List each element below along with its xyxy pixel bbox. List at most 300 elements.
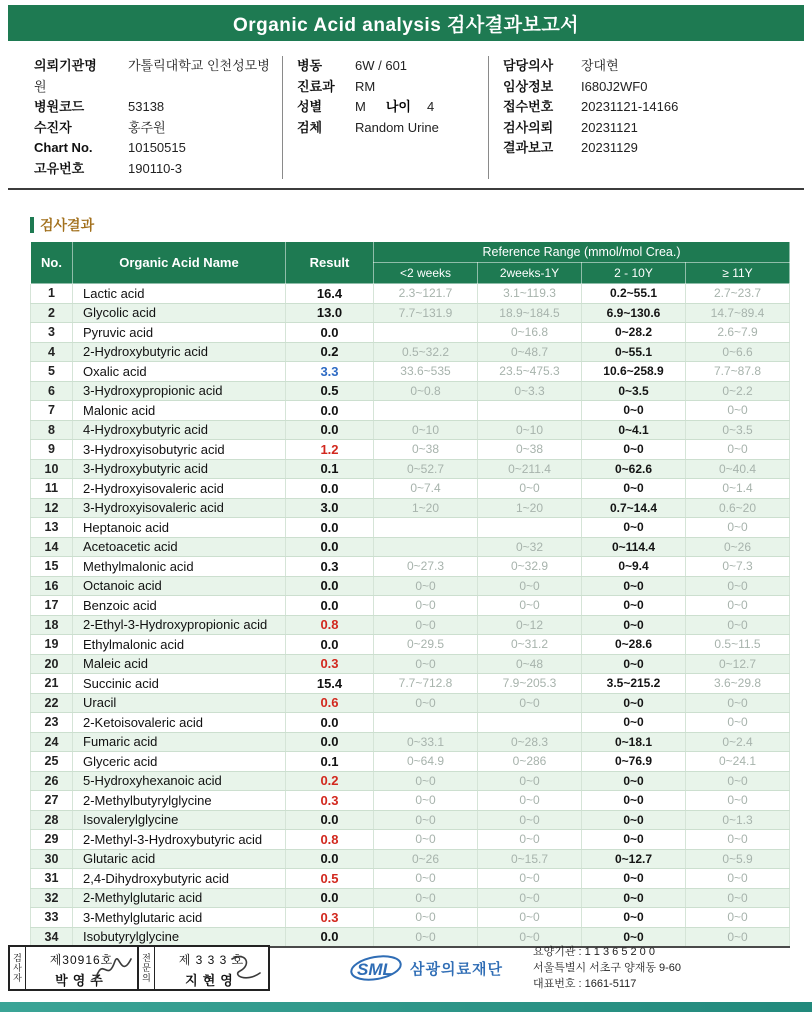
result-value: 0.0 [286,537,374,557]
patient-info-section [8,50,804,190]
ref-over-11y: 0~26 [686,537,790,557]
ref-under-2w: 0~0 [374,693,478,713]
row-number: 26 [31,771,73,791]
acid-name: Lactic acid [73,284,286,304]
info-field-value: 홍주원 [128,119,166,135]
ref-2-10y: 0~18.1 [582,732,686,752]
row-number: 19 [31,635,73,655]
acid-name: 5-Hydroxyhexanoic acid [73,771,286,791]
row-number: 14 [31,537,73,557]
ref-under-2w: 0~0 [374,654,478,674]
ref-2-10y: 0~0 [582,908,686,928]
ref-2w-1y: 0~31.2 [478,635,582,655]
row-number: 8 [31,420,73,440]
result-row [31,791,790,811]
acid-name: Acetoacetic acid [73,537,286,557]
ref-under-2w: 0~0 [374,576,478,596]
ref-under-2w: 0~0 [374,908,478,928]
row-number: 31 [31,869,73,889]
ref-under-2w [374,518,478,538]
ref-under-2w: 0~29.5 [374,635,478,655]
info-field-value: 장대현 [581,58,619,73]
result-value: 0.1 [286,752,374,772]
info-field-value: 4 [426,99,435,114]
ref-2w-1y: 0~0 [478,596,582,616]
info-field-value: M [355,99,366,114]
result-value: 1.2 [286,440,374,460]
result-value: 0.0 [286,596,374,616]
result-row [31,323,790,343]
ref-2w-1y: 0~0 [478,693,582,713]
row-number: 6 [31,381,73,401]
ref-2w-1y: 0~0 [478,869,582,889]
ref-2w-1y: 18.9~184.5 [478,303,582,323]
ref-2-10y: 0~0 [582,479,686,499]
acid-name: Ethylmalonic acid [73,635,286,655]
ref-under-2w: 7.7~131.9 [374,303,478,323]
report-title: Organic Acid analysis 검사결과보고서 [232,14,580,36]
specialist-signature-icon [226,949,266,991]
ref-under-2w: 0~0 [374,927,478,947]
result-value: 0.0 [286,323,374,343]
phone-line: 대표번호 : 1661-5117 [532,978,637,990]
ref-2-10y: 6.9~130.6 [582,303,686,323]
col-header-ref-2-10y: 2 - 10Y [582,263,686,284]
ref-2w-1y: 0~211.4 [478,459,582,479]
ref-2w-1y [478,713,582,733]
specialist-cert-no: 제 3 3 3 호 [178,953,245,967]
result-row [31,908,790,928]
ref-under-2w [374,323,478,343]
ref-over-11y: 0~1.3 [686,810,790,830]
result-value: 0.1 [286,459,374,479]
ref-2w-1y: 0~0 [478,908,582,928]
examiner-signature-icon [91,949,135,991]
col-header-ref-over-11y: ≥ 11Y [686,263,790,284]
ref-over-11y: 0~0 [686,888,790,908]
ref-2-10y: 0~0 [582,791,686,811]
result-row [31,284,790,304]
ref-2w-1y [478,401,582,421]
specialist-stamp [139,945,270,991]
info-row [34,56,282,97]
ref-over-11y: 0~0 [686,518,790,538]
ref-over-11y: 0~0 [686,713,790,733]
acid-name: Methylmalonic acid [73,557,286,577]
ref-2-10y: 3.5~215.2 [582,674,686,694]
row-number: 10 [31,459,73,479]
acid-name: Glycolic acid [73,303,286,323]
acid-name: Glyceric acid [73,752,286,772]
ref-2w-1y: 3.1~119.3 [478,284,582,304]
row-number: 17 [31,596,73,616]
ref-under-2w: 0~0 [374,830,478,850]
ref-over-11y: 0~12.7 [686,654,790,674]
info-field-label: 진료과 [297,78,335,94]
ref-2w-1y: 0~32 [478,537,582,557]
ref-2-10y: 0~0 [582,440,686,460]
info-col-right [488,56,804,179]
row-number: 5 [31,362,73,382]
report-footer [8,944,804,992]
result-row [31,849,790,869]
ref-2-10y: 0~4.1 [582,420,686,440]
ref-over-11y: 0~0 [686,615,790,635]
ref-under-2w: 2.3~121.7 [374,284,478,304]
result-value: 0.0 [286,518,374,538]
result-value: 3.3 [286,362,374,382]
col-header-ref-group: Reference Range (mmol/mol Crea.) [374,242,790,263]
ref-2-10y: 0~114.4 [582,537,686,557]
ref-2w-1y: 7.9~205.3 [478,674,582,694]
row-number: 29 [31,830,73,850]
address-line: 서울특별시 서초구 양재동 9-60 [532,962,682,974]
ref-over-11y: 0~24.1 [686,752,790,772]
result-value: 0.5 [286,869,374,889]
result-row [31,362,790,382]
row-number: 12 [31,498,73,518]
result-row [31,771,790,791]
result-value: 0.3 [286,908,374,928]
ref-under-2w: 0~27.3 [374,557,478,577]
info-field-value: 20231121 [581,119,638,135]
acid-name: 2-Ketoisovaleric acid [73,713,286,733]
ref-2-10y: 0~0 [582,713,686,733]
info-field-value: 가톨릭대학교 인천성모병원 [34,58,270,94]
acid-name: Isobutyrylglycine [73,927,286,947]
result-value: 0.2 [286,771,374,791]
row-number: 20 [31,654,73,674]
acid-name: 4-Hydroxybutyric acid [73,420,286,440]
info-field-label: 성별 [297,99,323,114]
info-row [297,118,488,139]
result-value: 0.0 [286,401,374,421]
result-row [31,440,790,460]
result-value: 0.0 [286,732,374,752]
ref-over-11y: 0.6~20 [686,498,790,518]
info-row [34,138,282,159]
col-header-name: Organic Acid Name [73,242,286,284]
ref-2w-1y: 0~0 [478,479,582,499]
result-row [31,498,790,518]
acid-name: Isovalerylglycine [73,810,286,830]
ref-over-11y: 14.7~89.4 [686,303,790,323]
ref-2w-1y [478,518,582,538]
ref-over-11y: 0~0 [686,693,790,713]
ref-2-10y: 0~0 [582,518,686,538]
result-value: 0.8 [286,615,374,635]
ref-over-11y: 0~1.4 [686,479,790,499]
ref-under-2w: 0~0 [374,596,478,616]
result-value: 16.4 [286,284,374,304]
result-row [31,576,790,596]
sml-logo [348,950,503,986]
ref-under-2w: 0~0 [374,869,478,889]
result-value: 0.0 [286,635,374,655]
result-value: 0.0 [286,479,374,499]
ref-2-10y: 0.7~14.4 [582,498,686,518]
result-value: 0.3 [286,654,374,674]
ref-2w-1y: 0~0 [478,888,582,908]
ref-2w-1y: 0~0 [478,791,582,811]
ref-under-2w: 0~64.9 [374,752,478,772]
result-value: 0.3 [286,557,374,577]
result-row [31,420,790,440]
results-table-header [31,242,790,284]
acid-name: Malonic acid [73,401,286,421]
ref-over-11y: 7.7~87.8 [686,362,790,382]
result-value: 3.0 [286,498,374,518]
info-field-label: Chart No. [34,140,93,155]
ref-over-11y: 0~7.3 [686,557,790,577]
ref-under-2w: 7.7~712.8 [374,674,478,694]
ref-2w-1y: 0~0 [478,830,582,850]
acid-name: 3-Hydroxypropionic acid [73,381,286,401]
ref-2-10y: 0~62.6 [582,459,686,479]
info-field-value: 20231121-14166 [581,99,679,114]
info-row [297,97,488,118]
info-row [34,159,282,180]
ref-2-10y: 0~0 [582,810,686,830]
info-field-label: 고유번호 [34,160,85,176]
result-row [31,869,790,889]
acid-name: Uracil [73,693,286,713]
col-header-ref-2w-1y: 2weeks-1Y [478,263,582,284]
acid-name: Oxalic acid [73,362,286,382]
info-field-label: 검체 [297,119,323,135]
ref-2-10y: 0.2~55.1 [582,284,686,304]
stamp-boxes [8,945,270,991]
ref-under-2w: 0~0.8 [374,381,478,401]
ref-2-10y: 0~76.9 [582,752,686,772]
ref-under-2w: 0~0 [374,888,478,908]
row-number: 15 [31,557,73,577]
examiner-name: 박영주 [55,973,108,988]
row-number: 23 [31,713,73,733]
row-number: 30 [31,849,73,869]
ref-2-10y: 0~0 [582,888,686,908]
acid-name: Fumaric acid [73,732,286,752]
ref-2w-1y: 0~16.8 [478,323,582,343]
ref-over-11y: 0~0 [686,908,790,928]
ref-under-2w: 0~0 [374,791,478,811]
result-row [31,752,790,772]
result-row [31,674,790,694]
ref-2-10y: 0~0 [582,615,686,635]
ref-2-10y: 0~28.6 [582,635,686,655]
ref-under-2w: 0~10 [374,420,478,440]
ref-2w-1y: 0~286 [478,752,582,772]
result-row [31,654,790,674]
info-col-middle [282,56,488,179]
acid-name: Heptanoic acid [73,518,286,538]
acid-name: Maleic acid [73,654,286,674]
ref-under-2w: 33.6~535 [374,362,478,382]
ref-under-2w: 0~26 [374,849,478,869]
ref-2w-1y: 0~48 [478,654,582,674]
info-row [503,118,804,139]
info-row [503,138,804,159]
info-field-label: 의뢰기관명 [34,58,97,73]
ref-over-11y: 0~6.6 [686,342,790,362]
result-value: 0.2 [286,342,374,362]
info-field-value: 10150515 [128,140,186,155]
result-row [31,810,790,830]
ref-under-2w [374,401,478,421]
acid-name: 3-Hydroxyisovaleric acid [73,498,286,518]
info-row [503,77,804,98]
ref-under-2w: 0~0 [374,810,478,830]
ref-2-10y: 0~55.1 [582,342,686,362]
ref-under-2w: 0~7.4 [374,479,478,499]
ref-2w-1y: 1~20 [478,498,582,518]
ref-under-2w: 0~33.1 [374,732,478,752]
info-field-label: 나이 [385,99,411,114]
ref-over-11y: 0~0 [686,791,790,811]
result-row [31,693,790,713]
acid-name: 2-Methylglutaric acid [73,888,286,908]
info-row [503,97,804,118]
info-field-value: RM [355,78,376,94]
examiner-cert-no: 제30916호 [49,953,114,967]
row-number: 32 [31,888,73,908]
report-title-bar [8,5,804,41]
result-row [31,732,790,752]
result-row [31,888,790,908]
acid-name: Glutaric acid [73,849,286,869]
acid-name: 2-Hydroxybutyric acid [73,342,286,362]
row-number: 18 [31,615,73,635]
col-header-no: No. [31,242,73,284]
result-row [31,557,790,577]
result-value: 0.3 [286,791,374,811]
ref-under-2w: 0~38 [374,440,478,460]
info-field-label: 담당의사 [503,58,554,73]
ref-2w-1y: 0~0 [478,927,582,947]
result-row [31,303,790,323]
info-field-value: 6W / 601 [355,58,408,73]
result-row [31,459,790,479]
ref-2-10y: 0~0 [582,927,686,947]
ref-under-2w: 1~20 [374,498,478,518]
info-row [34,118,282,139]
section-accent-bar [30,217,34,233]
ref-over-11y: 0~0 [686,927,790,947]
ref-over-11y: 0~0 [686,576,790,596]
result-row [31,615,790,635]
ref-over-11y: 2.7~23.7 [686,284,790,304]
result-value: 0.6 [286,693,374,713]
ref-2-10y: 0~3.5 [582,381,686,401]
ref-over-11y: 0~2.4 [686,732,790,752]
row-number: 25 [31,752,73,772]
acid-name: Octanoic acid [73,576,286,596]
info-row [297,77,488,98]
acid-name: 3-Hydroxyisobutyric acid [73,440,286,460]
acid-name: Benzoic acid [73,596,286,616]
info-row [297,56,488,77]
row-number: 27 [31,791,73,811]
acid-name: Pyruvic acid [73,323,286,343]
row-number: 7 [31,401,73,421]
ref-over-11y: 0~5.9 [686,849,790,869]
bottom-accent-bar [0,1002,812,1012]
result-row [31,596,790,616]
ref-over-11y: 0~0 [686,596,790,616]
row-number: 21 [31,674,73,694]
row-number: 28 [31,810,73,830]
info-field-value: Random Urine [355,119,439,135]
row-number: 4 [31,342,73,362]
info-row [34,97,282,118]
acid-name: 3-Hydroxybutyric acid [73,459,286,479]
ref-2-10y: 0~12.7 [582,849,686,869]
section-title-text: 검사결과 [40,217,95,233]
ref-2w-1y: 0~0 [478,771,582,791]
ref-2w-1y: 0~15.7 [478,849,582,869]
result-row [31,401,790,421]
result-row [31,635,790,655]
ref-2w-1y: 0~12 [478,615,582,635]
result-value: 0.8 [286,830,374,850]
ref-2w-1y: 0~0 [478,810,582,830]
ref-2-10y: 0~28.2 [582,323,686,343]
result-value: 0.0 [286,420,374,440]
acid-name: 2,4-Dihydroxybutyric acid [73,869,286,889]
acid-name: Succinic acid [73,674,286,694]
examiner-role-label: 검사자 [10,947,26,989]
result-value: 0.0 [286,713,374,733]
ref-over-11y: 3.6~29.8 [686,674,790,694]
info-field-label: 병동 [297,58,323,73]
ref-over-11y: 0.5~11.5 [686,635,790,655]
ref-2w-1y: 0~10 [478,420,582,440]
ref-under-2w: 0.5~32.2 [374,342,478,362]
ref-2-10y: 0~0 [582,771,686,791]
result-value: 0.0 [286,576,374,596]
info-field-value: I680J2WF0 [581,78,648,94]
acid-name: 2-Ethyl-3-Hydroxypropionic acid [73,615,286,635]
sml-org-name: 삼광의료재단 [410,960,503,978]
ref-2-10y: 0~9.4 [582,557,686,577]
info-field-label: 임상정보 [503,78,554,94]
result-row [31,479,790,499]
result-row [31,381,790,401]
ref-under-2w [374,537,478,557]
row-number: 9 [31,440,73,460]
ref-2-10y: 0~0 [582,830,686,850]
row-number: 22 [31,693,73,713]
ref-2-10y: 0~0 [582,869,686,889]
info-row [503,56,804,77]
ref-over-11y: 0~0 [686,401,790,421]
info-field-value: 53138 [128,99,165,114]
info-field-label: 결과보고 [503,140,554,155]
row-number: 13 [31,518,73,538]
col-header-ref-under-2w: <2 weeks [374,263,478,284]
results-table-body [31,284,790,947]
ref-over-11y: 0~0 [686,869,790,889]
specialist-name: 지현영 [185,973,238,988]
ref-2-10y: 0~0 [582,654,686,674]
row-number: 2 [31,303,73,323]
ref-under-2w: 0~0 [374,771,478,791]
ref-2w-1y: 0~28.3 [478,732,582,752]
row-number: 1 [31,284,73,304]
info-field-value: 20231129 [581,140,638,155]
ref-over-11y: 2.6~7.9 [686,323,790,343]
ref-over-11y: 0~2.2 [686,381,790,401]
